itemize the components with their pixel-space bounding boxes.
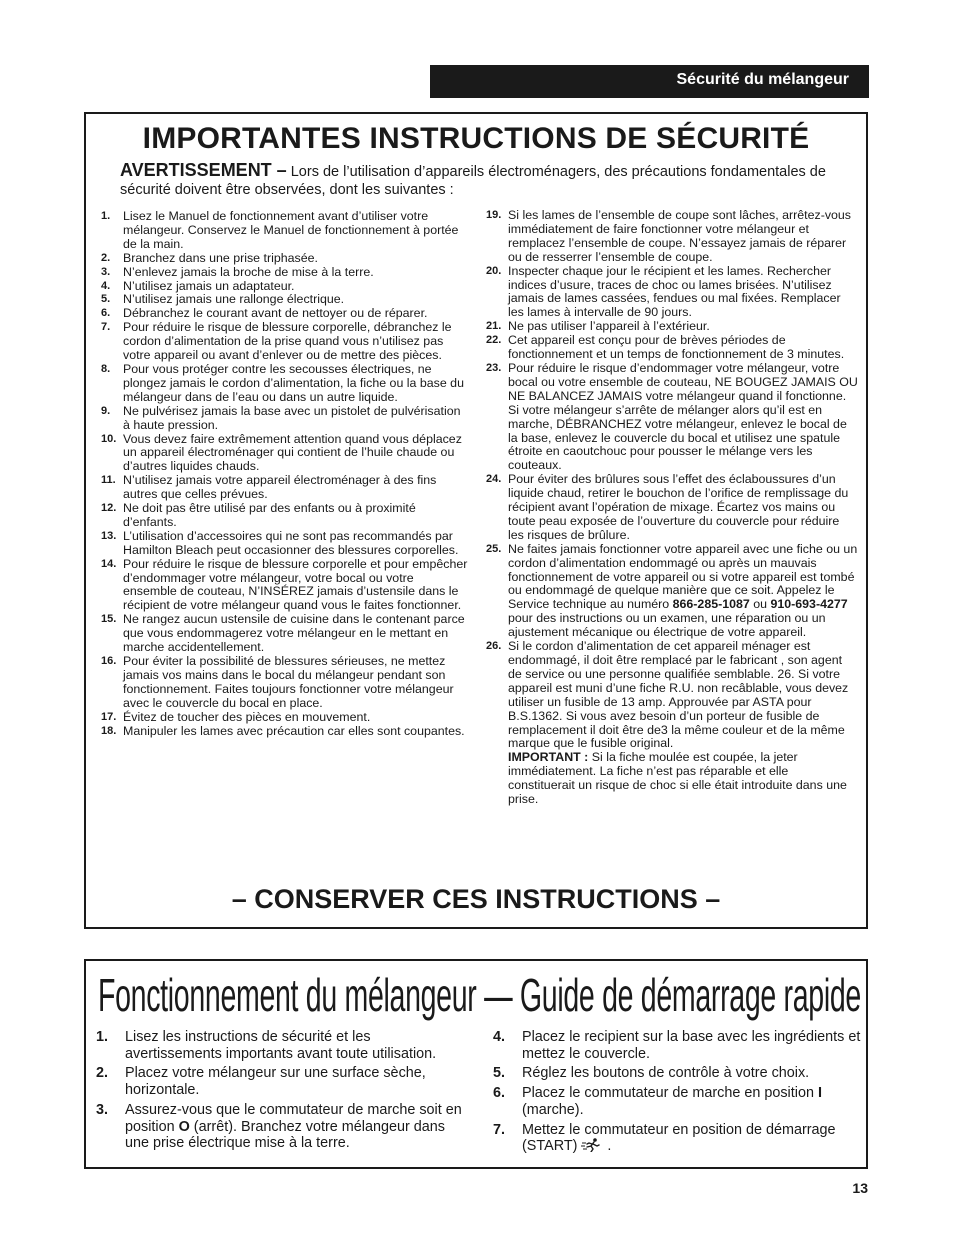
list-item: 3. N’enlevez jamais la broche de mise à la terre. (101, 264, 374, 279)
phone-number: 866-285-1087 (672, 597, 750, 612)
list-item: 8. Pour vous protéger contre les secousses électriques, ne plongez jamais le cordon d’alimentation, la fiche ou la base du mélangeur dans de l’eau ou dans un autre liquide. (101, 361, 464, 404)
list-item: 26. Si le cordon d’alimentation de cet appareil ménager est endommagé, il doit être remplacé par le fabricant , son agent de service ou une personne qualifiée semblable. 26. Si votre appareil est muni d’une fiche R.U. non recâblable, vous devez utiliser un fusible de 13 amp. Approuvée par ASTA pour B.S.1362. Si vous avez besoin d’un porteur de fusible de remplacement il doit être de3 la même couleur et de la même marque que le fusible original. IMPORTANT : Si la fiche moulée est coupée, la jeter immédiatement. La fiche n’est pas réparable et elle constituerait un risque de choc si elle était introduite dans une prise. (486, 639, 849, 807)
list-item: 2. Branchez dans une prise triphasée. (101, 250, 318, 265)
important-label: IMPORTANT : (508, 750, 589, 765)
list-item: 7. Pour réduire le risque de blessure corporelle, débranchez le cordon d’alimentation de la prise quand vous n’utilisez pas votre appareil ou avant d’enlever ou de mettre des pièces. (101, 320, 452, 363)
list-item: 13. L’utilisation d’accessoires qui ne sont pas recommandés par Hamilton Bleach peut occasionner des blessures corporelles. (101, 528, 459, 557)
warning-paragraph (120, 162, 840, 199)
list-item: 10. Vous devez faire extrêmement attention quand vous déplacez un appareil électroménager qui contient de l’huile chaude ou d’autres liquides chauds. (101, 431, 462, 474)
list-item: 17. Évitez de toucher des pièces en mouvement. (101, 709, 371, 724)
list-item: 9. Ne pulvérisez jamais la base avec un pistolet de pulvérisation à haute pression. (101, 403, 461, 432)
step-item: 4. Placez le recipient sur la base avec les ingrédients et mettez le couvercle. (493, 1029, 861, 1062)
list-item: 14. Pour réduire le risque de blessure corporelle et pour empêcher d’endommager votre mélangeur, votre bocal ou votre ensemble de couteau, N’INSÉREZ jamais d’ustensile dans le récipient de votre mélangeur quand vous le faites fonctionner. (101, 556, 468, 613)
list-item: 25. Ne faites jamais fonctionner votre appareil avec une fiche ou un cordon d’alimentation endommagé ou après un mauvais fonctionnement de votre appareil ou si votre appareil est tombé ou endommagé de quelque manière que ce soit. Appelez le Service technique au numéro 866-285-1087 ou 910-693-4277 pour des instructions ou un examen, une réparation ou un ajustement mécanique ou électrique de votre appareil. (486, 541, 858, 640)
list-item: 20. Inspecter chaque jour le récipient et les lames. Rechercher indices d’usure, traces de choc ou lames brisées. N’utilisez jamais de lames cassées, fendues ou mal fixées. Remplacer les lames à intervalle de 90 jours. (486, 263, 841, 320)
step-item: 6. Placez le commutateur de marche en position I (marche). (493, 1085, 822, 1118)
list-item: 11. N’utilisez jamais votre appareil électroménager à des fins autres que celles prévues. (101, 473, 437, 502)
page-number: 13 (852, 1180, 868, 1196)
safety-list-left (101, 210, 469, 738)
section-title: Sécurité du mélangeur (676, 71, 849, 88)
list-item: 22. Cet appareil est conçu pour de brèves périodes de fonctionnement et un temps de fonctionnement de 3 minutes. (486, 333, 845, 362)
step-item: 1. Lisez les instructions de sécurité et les avertissements importants avant toute utilisation. (96, 1029, 437, 1062)
quick-start-title: Fonctionnement du mélangeur — Guide de démarrage rapide (98, 969, 861, 1021)
safety-instructions-box (84, 112, 868, 929)
list-item: 6. Débranchez le courant avant de nettoyer ou de réparer. (101, 306, 428, 321)
keep-instructions-footer: – CONSERVER CES INSTRUCTIONS – (231, 884, 721, 914)
list-item: 1. Lisez le Manuel de fonctionnement avant d’utiliser votre mélangeur. Conservez le Manuel de fonctionnement à portée de la main. (101, 209, 459, 251)
list-item: 12. Ne doit pas être utilisé par des enfants ou à proximité d’enfants. (101, 501, 416, 529)
safety-list-right (486, 209, 858, 807)
phone-number: 910-693-4277 (770, 597, 848, 612)
safety-title: IMPORTANTES INSTRUCTIONS DE SÉCURITÉ (142, 122, 810, 155)
list-item: 4. N’utilisez jamais un adaptateur. (101, 278, 295, 293)
step-item: 7. Mettez le commutateur en position de démarrage (START) . (493, 1121, 836, 1155)
quick-start-box (84, 959, 868, 1169)
list-item: 15. Ne rangez aucun ustensile de cuisine dans le contenant parce que vous endommagerez votre mélangeur en le mettant en marche accidentellement. (101, 612, 465, 655)
list-item: 19. Si les lames de l’ensemble de coupe sont lâches, arrêtez-vous immédiatement de faire fonctionner votre mélangeur et remplacez l’ensemble de coupe. N’essayez jamais de réparer ou de resserrer l’ensemble de coupe. (486, 208, 851, 264)
step-item: 3. Assurez-vous que le commutateur de marche soit en position O (arrêt). Branchez votre mélangeur dans une prise électrique mise à la terre. (96, 1101, 462, 1152)
list-item: 21. Ne pas utiliser l’appareil à l’extérieur. (486, 319, 710, 334)
quick-steps-left (96, 1029, 466, 1155)
warning-text: Lors de l’utilisation d’appareils électroménagers, des précautions fondamentales de sécurité doivent être observées, dont les suivantes : (120, 164, 826, 198)
list-item: 18. Manipuler les lames avec précaution car elles sont coupantes. (101, 723, 465, 738)
running-man-icon (581, 1138, 603, 1152)
section-header-tab (430, 65, 869, 98)
quick-steps-right (493, 1029, 863, 1158)
step-item: 2. Placez votre mélangeur sur une surface sèche, horizontale. (96, 1065, 426, 1099)
step-item: 5. Réglez les boutons de contrôle à votre choix. (493, 1065, 810, 1082)
list-item: 23. Pour réduire le risque d’endommager votre mélangeur, votre bocal ou votre ensemble de couteau, NE BOUGEZ JAMAIS OU NE BALANCEZ JAMAIS votre mélangeur quand il fonctionne. Si votre mélangeur s’arrête de mélanger alors qu’il est en marche, DÉBRANCHEZ votre mélangeur, enlevez le bocal de la base, enlevez le couvercle du bocal et utilisez une spatule étroite en caoutchouc pour pousser le mélange vers les couteaux. (486, 360, 858, 473)
list-item: 24. Pour éviter des brûlures sous l’effet des éclaboussures d’un liquide chaud, retirer le bouchon de l’orifice de remplissage du récipient avant l’opération de mixage. Écartez vos mains ou toute peau exposée de l’ouverture du couvercle pour réduire les risques de brûlure. (486, 472, 849, 542)
warning-label: AVERTISSEMENT – (120, 160, 287, 180)
list-item: 16. Pour éviter la possibilité de blessures sérieuses, ne mettez jamais vos mains dans le bocal du mélangeur pendant son fonctionnement. Faites toujours fonctionner votre mélangeur avec le couvercle du bocal en place. (101, 654, 454, 710)
list-item: 5. N’utilisez jamais une rallonge électrique. (101, 292, 345, 307)
